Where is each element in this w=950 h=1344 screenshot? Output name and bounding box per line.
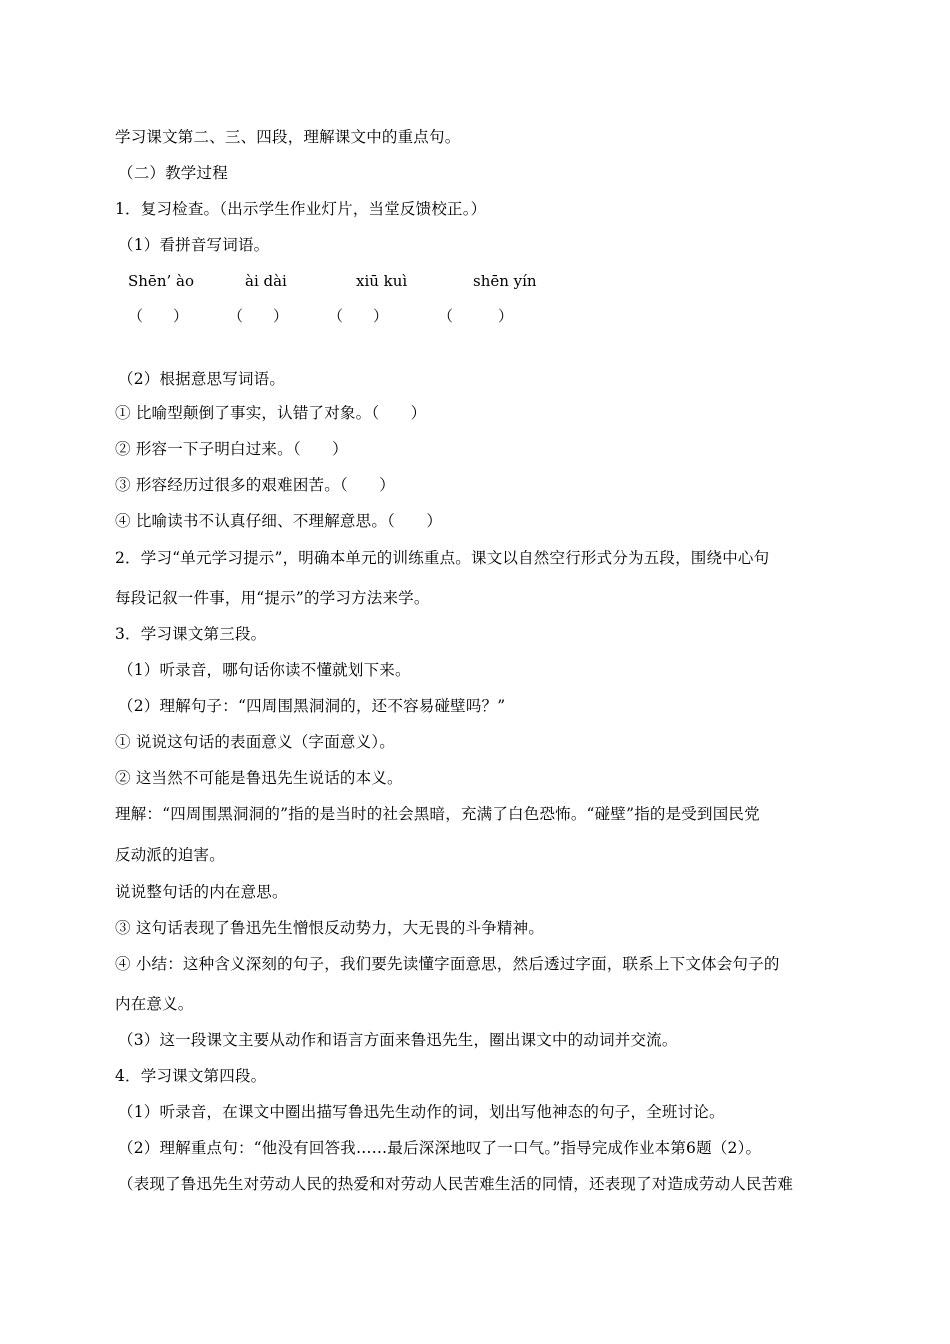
meaning-task: （2）根据意思写词语。: [118, 370, 286, 388]
sub-step: （2）理解句子：“四周围黑洞洞的，还不容易碰壁吗？”: [118, 697, 506, 715]
list-item: ③ 这句话表现了鲁迅先生憎恨反动势力，大无畏的斗争精神。: [115, 919, 545, 937]
pinyin-task: （1）看拼音写词语。: [118, 236, 270, 254]
sub-step: （1）听录音，在课文中圈出描写鲁迅先生动作的词，划出写他神态的句子，全班讨论。: [118, 1103, 725, 1121]
step-2-paragraph-cont: 每段记叙一件事，用“提示”的学习方法来学。: [115, 589, 430, 607]
pinyin-item: Shēn’ ào: [128, 272, 194, 290]
explanation-paragraph-cont: 反动派的迫害。: [115, 846, 225, 864]
sub-step: （1）听录音，哪句话你读不懂就划下来。: [118, 661, 411, 679]
list-item: ③ 形容经历过很多的艰难困苦。（ ）: [115, 476, 395, 494]
step-1-heading: 1．复习检查。（出示学生作业灯片，当堂反馈校正。）: [115, 200, 487, 218]
step-3-heading: 3．学习课文第三段。: [115, 625, 267, 643]
list-item: ② 形容一下子明白过来。（ ）: [115, 440, 348, 458]
summary-paragraph-cont: 内在意义。: [115, 995, 194, 1013]
sub-step: （2）理解重点句：“他没有回答我……最后深深地叹了一口气。”指导完成作业本第6题（2）。: [118, 1139, 762, 1157]
list-item: ① 比喻型颠倒了事实，认错了对象。（ ）: [115, 404, 427, 422]
note-paragraph: （表现了鲁迅先生对劳动人民的热爱和对劳动人民苦难生活的同情，还表现了对造成劳动人民苦难: [118, 1175, 794, 1193]
pinyin-item: xiū kuì: [356, 272, 408, 290]
answer-blank: （ ）: [438, 307, 514, 325]
objective-line: 学习课文第二、三、四段，理解课文中的重点句。: [115, 128, 461, 146]
body-line: 说说整句话的内在意思。: [115, 883, 288, 901]
summary-paragraph: ④ 小结：这种含义深刻的句子，我们要先读懂字面意思，然后透过字面，联系上下文体会句子的: [115, 955, 780, 973]
explanation-paragraph: 理解：“四周围黑洞洞的”指的是当时的社会黑暗，充满了白色恐怖。“碰壁”指的是受到国民党: [115, 805, 760, 823]
step-4-heading: 4．学习课文第四段。: [115, 1067, 267, 1085]
pinyin-item: shēn yín: [473, 272, 537, 290]
answer-blank: （ ）: [228, 307, 289, 325]
sub-step: （3）这一段课文主要从动作和语言方面来鲁迅先生，圈出课文中的动词并交流。: [118, 1031, 678, 1049]
answer-blank: （ ）: [128, 307, 189, 325]
list-item: ④ 比喻读书不认真仔细、不理解意思。（ ）: [115, 512, 443, 530]
section-heading: （二）教学过程: [118, 164, 228, 182]
pinyin-item: ài dài: [245, 272, 287, 290]
list-item: ② 这当然不可能是鲁迅先生说话的本义。: [115, 769, 403, 787]
answer-blank: （ ）: [328, 307, 389, 325]
list-item: ① 说说这句话的表面意义（字面意义）。: [115, 733, 395, 751]
step-2-paragraph: 2．学习“单元学习提示”，明确本单元的训练重点。课文以自然空行形式分为五段，围绕中心句: [115, 549, 770, 567]
